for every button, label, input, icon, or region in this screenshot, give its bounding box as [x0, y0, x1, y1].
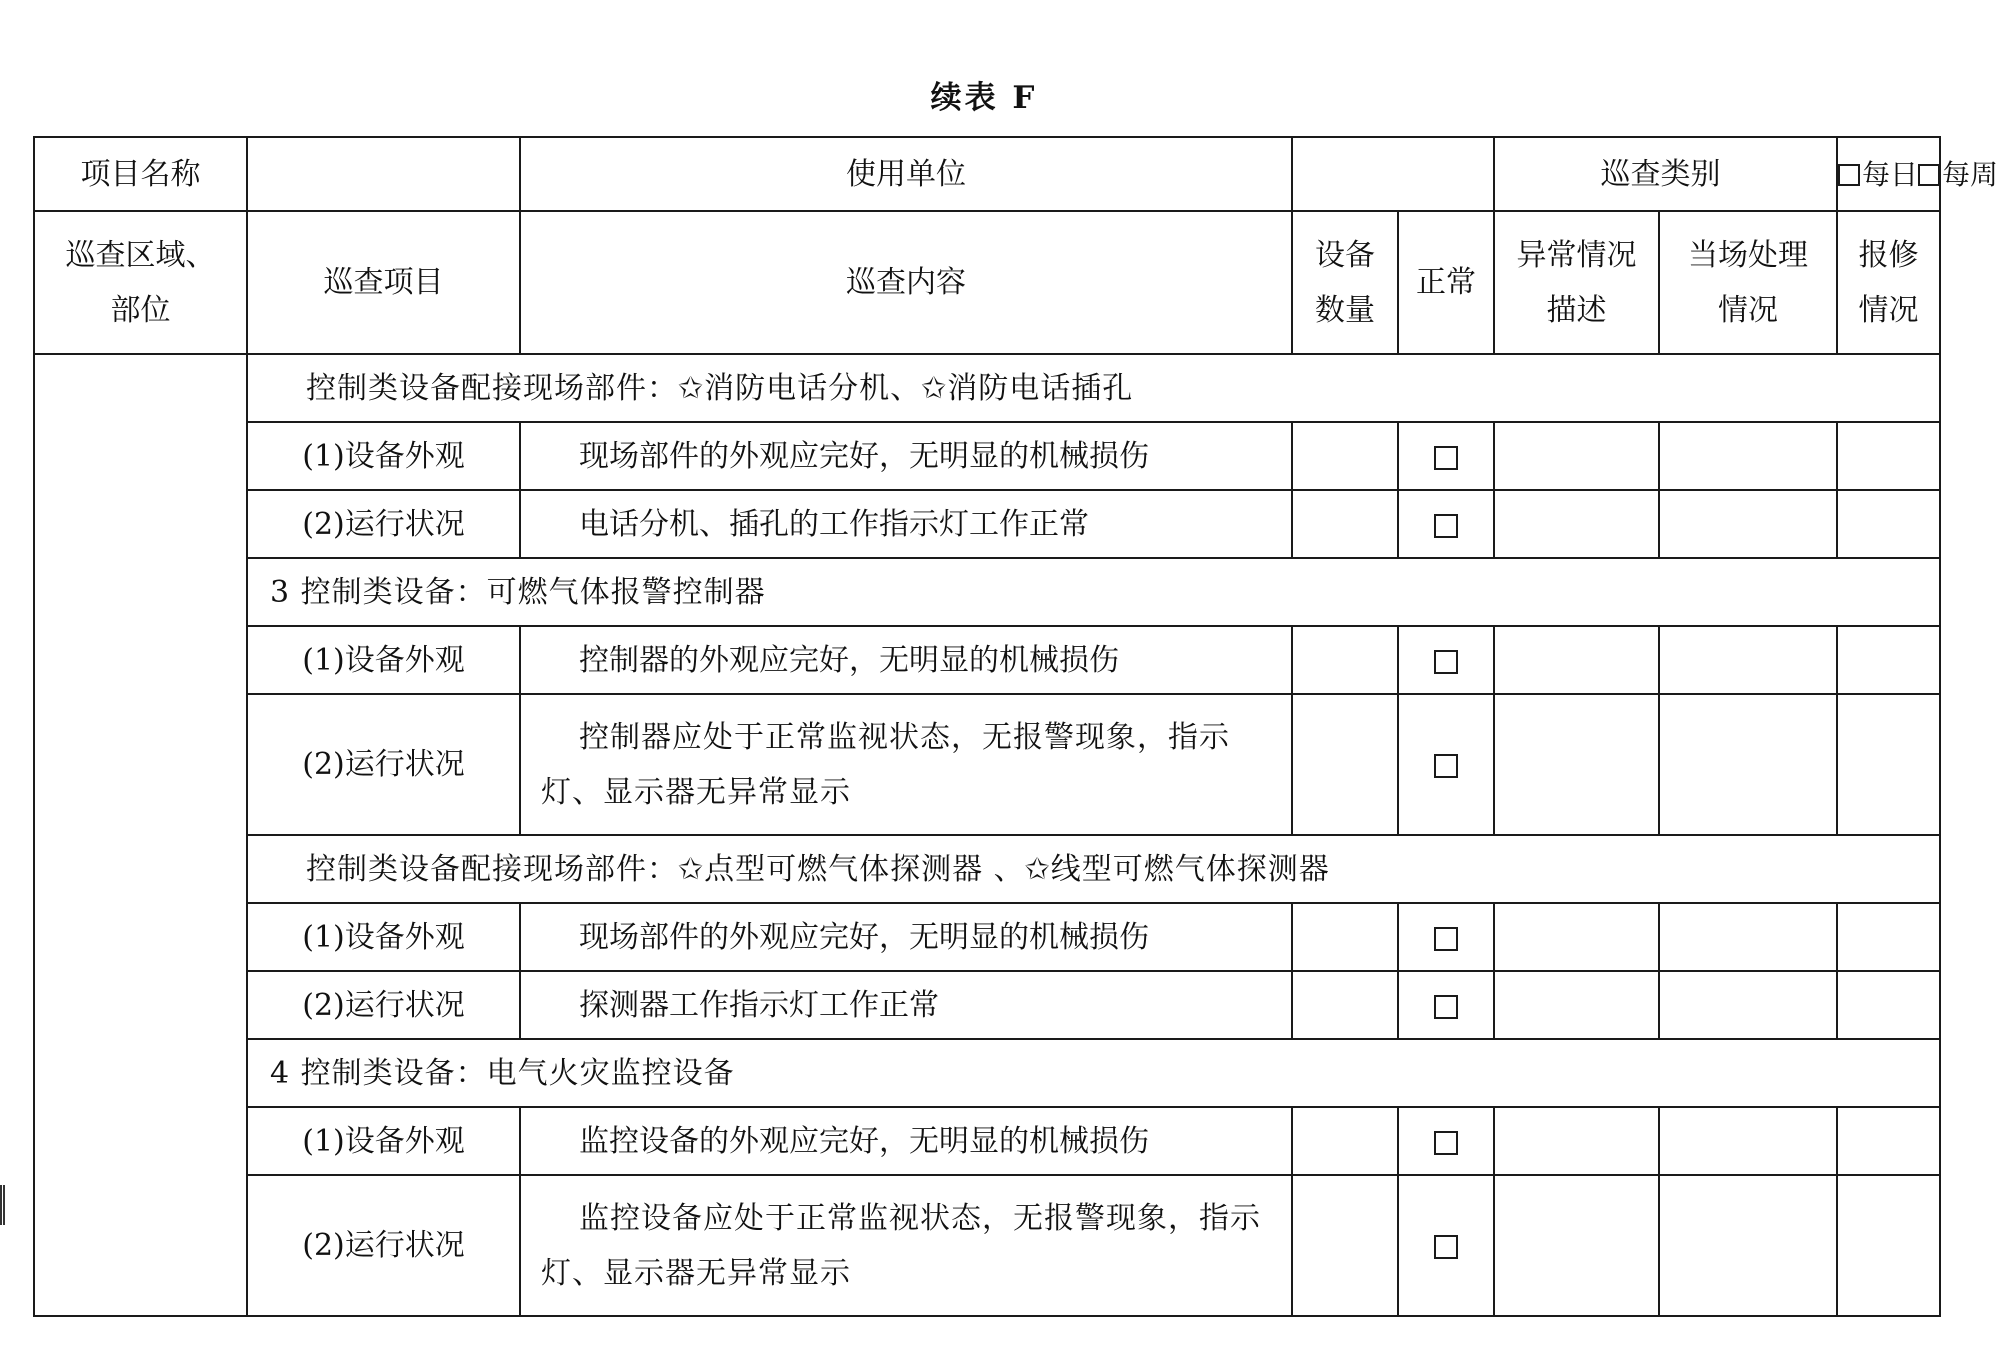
item-cell: (2)运行状况 [247, 1175, 520, 1316]
patrol-type-label: 巡查类别 [1494, 137, 1837, 211]
area-cell[interactable] [34, 354, 247, 1316]
content-cell: 控制器的外观应完好，无明显的机械损伤 [520, 626, 1292, 694]
col-header-area: 巡查区域、 部位 [34, 211, 247, 354]
section-heading-row [34, 835, 1940, 903]
normal-checkbox[interactable] [1434, 1235, 1458, 1259]
col-header-onsite: 当场处理 情况 [1659, 211, 1837, 354]
normal-cell [1398, 490, 1494, 558]
item-cell: (2)运行状况 [247, 971, 520, 1039]
abnormal-field[interactable] [1494, 422, 1659, 490]
col-header-item: 巡查项目 [247, 211, 520, 354]
normal-checkbox[interactable] [1434, 995, 1458, 1019]
onsite-field[interactable] [1659, 626, 1837, 694]
normal-checkbox[interactable] [1434, 754, 1458, 778]
column-header-row [34, 211, 1940, 354]
project-name-label: 项目名称 [34, 137, 247, 211]
section-heading: 3 控制类设备：可燃气体报警控制器 [247, 558, 1940, 626]
col-header-quantity: 设备 数量 [1292, 211, 1398, 354]
section-heading-row [34, 354, 1940, 422]
normal-checkbox[interactable] [1434, 927, 1458, 951]
weekly-checkbox[interactable] [1918, 164, 1940, 186]
section-heading: 控制类设备配接现场部件：✩消防电话分机、✩消防电话插孔 [247, 354, 1940, 422]
quantity-field[interactable] [1292, 971, 1398, 1039]
item-cell: (1)设备外观 [247, 626, 520, 694]
table-row [34, 971, 1940, 1039]
quantity-field[interactable] [1292, 1107, 1398, 1175]
repair-field[interactable] [1837, 971, 1940, 1039]
project-name-field[interactable] [247, 137, 520, 211]
quantity-field[interactable] [1292, 422, 1398, 490]
normal-checkbox[interactable] [1434, 514, 1458, 538]
quantity-field[interactable] [1292, 490, 1398, 558]
col-header-content: 巡查内容 [520, 211, 1292, 354]
abnormal-field[interactable] [1494, 1107, 1659, 1175]
normal-cell [1398, 422, 1494, 490]
col-header-normal: 正常 [1398, 211, 1494, 354]
section-heading: 4 控制类设备：电气火灾监控设备 [247, 1039, 1940, 1107]
content-cell: 探测器工作指示灯工作正常 [520, 971, 1292, 1039]
abnormal-field[interactable] [1494, 903, 1659, 971]
table-row [34, 490, 1940, 558]
onsite-field[interactable] [1659, 903, 1837, 971]
normal-cell [1398, 1107, 1494, 1175]
content-cell: 控制器应处于正常监视状态，无报警现象，指示灯、显示器无异常显示 [520, 694, 1292, 835]
section-heading: 控制类设备配接现场部件：✩点型可燃气体探测器 、✩线型可燃气体探测器 [247, 835, 1940, 903]
col-header-abnormal: 异常情况 描述 [1494, 211, 1659, 354]
patrol-checklist-table [33, 136, 1998, 1317]
repair-field[interactable] [1837, 422, 1940, 490]
onsite-field[interactable] [1659, 490, 1837, 558]
header-row [34, 137, 1940, 211]
section-heading-row [34, 558, 1940, 626]
normal-cell [1398, 971, 1494, 1039]
content-cell: 电话分机、插孔的工作指示灯工作正常 [520, 490, 1292, 558]
quantity-field[interactable] [1292, 1175, 1398, 1316]
quantity-field[interactable] [1292, 626, 1398, 694]
normal-cell [1398, 694, 1494, 835]
table-row [34, 1107, 1940, 1175]
daily-checkbox[interactable] [1838, 164, 1860, 186]
frequency-options [1837, 137, 1998, 211]
item-cell: (1)设备外观 [247, 903, 520, 971]
col-header-repair: 报修 情况 [1837, 211, 1940, 354]
content-cell: 监控设备的外观应完好，无明显的机械损伤 [520, 1107, 1292, 1175]
normal-checkbox[interactable] [1434, 446, 1458, 470]
weekly-label: 每周 [1942, 157, 1998, 191]
table-row [34, 694, 1940, 835]
table-row [34, 422, 1940, 490]
repair-field[interactable] [1837, 694, 1940, 835]
abnormal-field[interactable] [1494, 490, 1659, 558]
user-unit-label: 使用单位 [520, 137, 1292, 211]
abnormal-field[interactable] [1494, 1175, 1659, 1316]
abnormal-field[interactable] [1494, 626, 1659, 694]
onsite-field[interactable] [1659, 1107, 1837, 1175]
content-cell: 监控设备应处于正常监视状态，无报警现象，指示灯、显示器无异常显示 [520, 1175, 1292, 1316]
table-row [34, 903, 1940, 971]
item-cell: (2)运行状况 [247, 490, 520, 558]
onsite-field[interactable] [1659, 971, 1837, 1039]
table-row [34, 1175, 1940, 1316]
quantity-field[interactable] [1292, 694, 1398, 835]
repair-field[interactable] [1837, 1107, 1940, 1175]
item-cell: (1)设备外观 [247, 1107, 520, 1175]
abnormal-field[interactable] [1494, 694, 1659, 835]
content-cell: 现场部件的外观应完好，无明显的机械损伤 [520, 903, 1292, 971]
normal-cell [1398, 626, 1494, 694]
repair-field[interactable] [1837, 626, 1940, 694]
onsite-field[interactable] [1659, 1175, 1837, 1316]
quantity-field[interactable] [1292, 903, 1398, 971]
item-cell: (2)运行状况 [247, 694, 520, 835]
abnormal-field[interactable] [1494, 971, 1659, 1039]
user-unit-field[interactable] [1292, 137, 1494, 211]
page-title: 续表 F [930, 80, 1038, 116]
table-row [34, 626, 1940, 694]
repair-field[interactable] [1837, 1175, 1940, 1316]
binding-edge-mark [0, 1185, 5, 1225]
content-cell: 现场部件的外观应完好，无明显的机械损伤 [520, 422, 1292, 490]
normal-cell [1398, 1175, 1494, 1316]
repair-field[interactable] [1837, 490, 1940, 558]
normal-cell [1398, 903, 1494, 971]
normal-checkbox[interactable] [1434, 650, 1458, 674]
repair-field[interactable] [1837, 903, 1940, 971]
item-cell: (1)设备外观 [247, 422, 520, 490]
normal-checkbox[interactable] [1434, 1131, 1458, 1155]
onsite-field[interactable] [1659, 422, 1837, 490]
onsite-field[interactable] [1659, 694, 1837, 835]
daily-label: 每日 [1862, 157, 1919, 191]
section-heading-row [34, 1039, 1940, 1107]
